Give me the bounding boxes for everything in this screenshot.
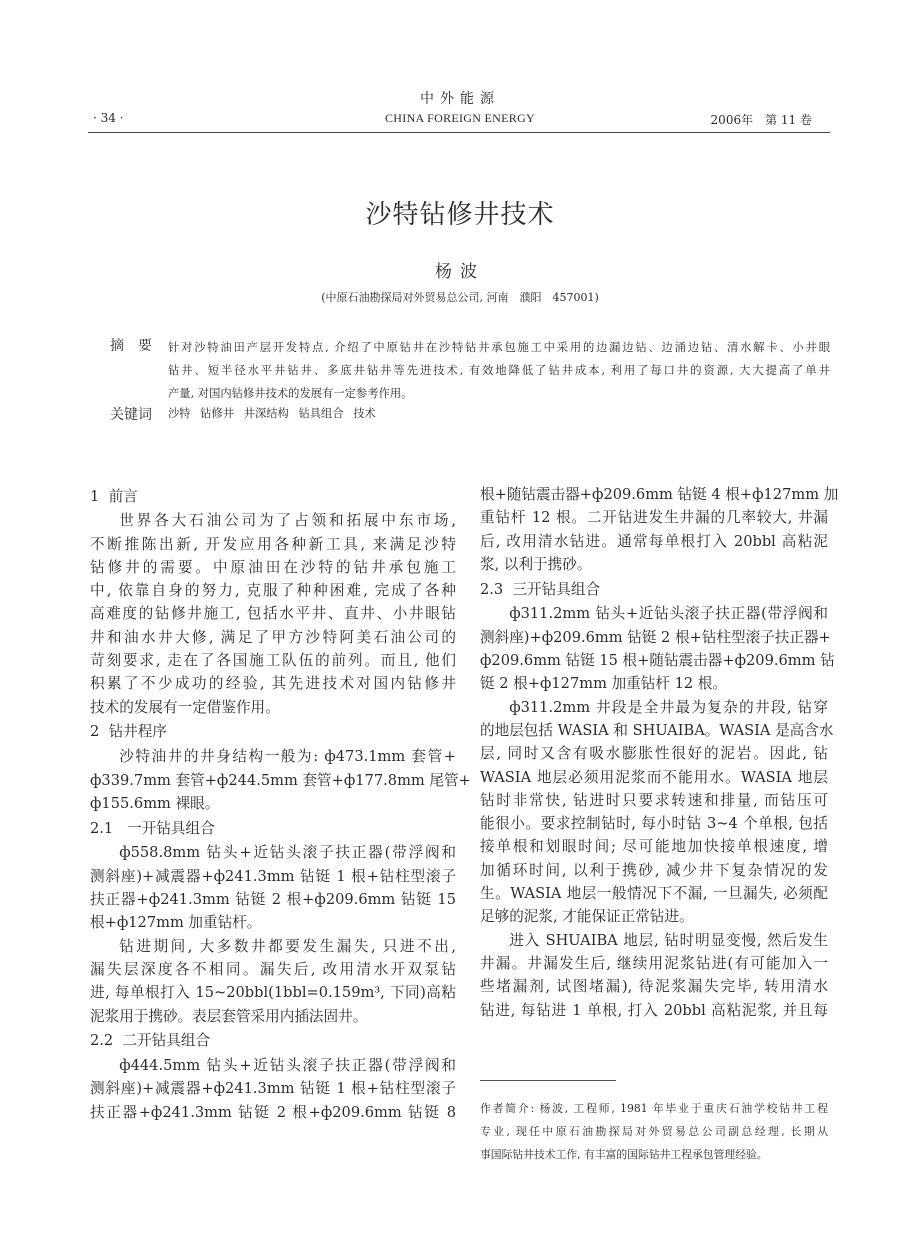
paragraph bbox=[90, 509, 456, 719]
section-heading: 2.2 二开钻具组合 bbox=[90, 1032, 211, 1050]
footnote-line: 专业, 现任中原石油勘探局对外贸易总公司副总经理, 长期从 bbox=[480, 1125, 828, 1138]
text-line: 测斜座)+ф209.6mm 钻铤 2 根+钻柱型滚子扶正器+ bbox=[480, 628, 831, 646]
section-heading: 2.3 三开钻具组合 bbox=[480, 580, 601, 598]
text-line: 生。WASIA 地层一般情况下不漏, 一旦漏失, 必须配 bbox=[480, 885, 828, 903]
text-line: ф209.6mm 钻铤 15 根+随钻震击器+ф209.6mm 钻 bbox=[480, 652, 835, 670]
text-line: ф444.5mm 钻头+近钻头滚子扶正器(带浮阀和 bbox=[119, 1057, 456, 1075]
paragraph bbox=[90, 841, 456, 934]
text-line: 井漏。井漏发生后, 继续用泥浆钻进(有可能加入一 bbox=[480, 954, 828, 972]
abstract-line: 针对沙特油田产层开发特点, 介绍了中原钻井在沙特钻井承包施工中采用的边漏边钻、边涌边钻、清水解卡、小井眼 bbox=[168, 341, 830, 354]
text-line: 中, 依靠自身的努力, 克服了种种困难, 完成了各种 bbox=[90, 582, 456, 600]
text-line: 铤 2 根+ф127mm 加重钻杆 12 根。 bbox=[480, 675, 727, 693]
article-title: 沙特钻修井技术 bbox=[365, 200, 555, 230]
text-line: 足够的泥浆, 才能保证正常钻进。 bbox=[480, 908, 694, 926]
text-line: 扶正器+ф241.3mm 钻铤 2 根+ф209.6mm 钻铤 8 bbox=[90, 1103, 456, 1121]
paragraph bbox=[480, 929, 828, 1022]
author-footnote bbox=[480, 1097, 828, 1166]
text-line: 进入 SHUAIBA 地层, 钻时明显变慢, 然后发生 bbox=[509, 931, 828, 949]
right-column bbox=[480, 483, 839, 1022]
footnote-line: 作者简介: 杨波, 工程师, 1981 年毕业于重庆石油学校钻井工程 bbox=[480, 1102, 828, 1115]
text-line: 能很小。要求控制钻时, 每小时钻 3~4 个单根, 包括 bbox=[480, 815, 828, 833]
journal-name-en: CHINA FOREIGN ENERGY bbox=[385, 111, 535, 125]
text-line: 世界各大石油公司为了占领和拓展中东市场, bbox=[119, 512, 456, 530]
text-line: 苛刻要求, 走在了各国施工队伍的前列。而且, 他们 bbox=[90, 652, 456, 670]
text-line: 钻进, 每钻进 1 单根, 打入 20bbl 高粘泥浆, 并且每 bbox=[480, 1001, 828, 1019]
text-line: ф311.2mm 井段是全井最为复杂的井段, 钻穿 bbox=[509, 698, 828, 716]
text-line: 进, 每单根打入 15~20bbl(1bbl=0.159m³, 下同)高粘 bbox=[90, 984, 456, 1002]
text-line: 积累了不少成功的经验, 其先进技术对国内钻修井 bbox=[90, 675, 456, 693]
footnote-rule bbox=[480, 1080, 616, 1081]
affiliation: (中原石油勘探局对外贸易总公司, 河南 濮阳 457001) bbox=[321, 291, 599, 304]
text-line: ф558.8mm 钻头+近钻头滚子扶正器(带浮阀和 bbox=[119, 844, 456, 862]
paragraph bbox=[480, 602, 835, 695]
text-line: 加循环时间, 以利于携砂, 减少井下复杂情况的发 bbox=[480, 861, 828, 879]
page-number: · 34 · bbox=[93, 111, 124, 125]
journal-name-cn: 中外能源 bbox=[420, 91, 500, 107]
text-line: ф155.6mm 裸眼。 bbox=[90, 794, 220, 812]
abstract-label: 摘要 bbox=[110, 338, 166, 354]
text-line: 扶正器+ф241.3mm 钻铤 2 根+ф209.6mm 钻铤 15 bbox=[90, 891, 456, 909]
text-line: ф311.2mm 钻头+近钻头滚子扶正器(带浮阀和 bbox=[509, 605, 828, 623]
text-line: 的地层包括 WASIA 和 SHUAIBA。WASIA 是高含水 bbox=[480, 721, 834, 739]
text-line: 高难度的钻修井施工, 包括水平井、直井、小井眼钻 bbox=[90, 605, 456, 623]
text-line: 接单根和划眼时间; 尽可能地加快接单根速度, 增 bbox=[480, 838, 828, 856]
keywords: 沙特 钻修井 井深结构 钻具组合 技术 bbox=[168, 407, 376, 420]
text-line: WASIA 地层必须用泥浆而不能用水。WASIA 地层 bbox=[480, 768, 828, 786]
abstract-body bbox=[168, 336, 830, 405]
text-line: 测斜座)+减震器+ф241.3mm 钻铤 1 根+钻柱型滚子 bbox=[90, 867, 456, 885]
paragraph bbox=[90, 935, 456, 1028]
header-rule bbox=[88, 132, 830, 133]
text-line: 根+ф127mm 加重钻杆。 bbox=[90, 914, 262, 932]
text-line: 泥浆用于携砂。表层套管采用内插法固井。 bbox=[90, 1007, 368, 1025]
text-line: 层, 同时又含有吸水膨胀性很好的泥岩。因此, 钻 bbox=[480, 745, 828, 763]
section-heading: 1 前言 bbox=[90, 487, 138, 505]
paragraph bbox=[480, 696, 834, 929]
footnote-line: 事国际钻井技术工作, 有丰富的国际钻井工程承包管理经验。 bbox=[480, 1148, 768, 1161]
issue-info: 2006年 第 11 卷 bbox=[710, 113, 812, 127]
abstract-line: 钻井、短半径水平井钻井、多底井钻井等先进技术, 有效地降低了钻井成本, 利用了每口井的资源, 大大提高了单井 bbox=[168, 364, 830, 377]
paragraph bbox=[90, 1054, 456, 1124]
section-heading: 2 钻井程序 bbox=[90, 723, 167, 741]
text-line: 钻进期间, 大多数井都要发生漏失, 只进不出, bbox=[119, 937, 456, 955]
text-line: 后, 改用清水钻进。通常每单根打入 20bbl 高粘泥 bbox=[480, 532, 828, 550]
text-line: 不断推陈出新, 开发应用各种新工具, 来满足沙特 bbox=[90, 535, 456, 553]
text-line: 技术的发展有一定借鉴作用。 bbox=[90, 698, 280, 716]
author-name: 杨波 bbox=[435, 262, 485, 282]
text-line: 浆, 以利于携砂。 bbox=[480, 555, 592, 573]
keywords-label: 关键词 bbox=[110, 407, 152, 423]
text-line: 钻修井的需要。中原油田在沙特的钻井承包施工 bbox=[90, 558, 456, 576]
paragraph bbox=[480, 483, 839, 576]
abstract-line: 产量, 对国内钻修井技术的发展有一定参考作用。 bbox=[168, 387, 413, 400]
section-heading: 2.1 一开钻具组合 bbox=[90, 819, 215, 837]
text-line: 重钻杆 12 根。二开钻进发生井漏的几率较大, 井漏 bbox=[480, 509, 828, 527]
text-line: 根+随钻震击器+ф209.6mm 钻铤 4 根+ф127mm 加 bbox=[480, 486, 839, 503]
text-line: 沙特油井的井身结构一般为: ф473.1mm 套管+ bbox=[119, 748, 456, 766]
text-line: 测斜座)+减震器+ф241.3mm 钻铤 1 根+钻柱型滚子 bbox=[90, 1080, 456, 1098]
text-line: 漏失层深度各不相同。漏失后, 改用清水开双泵钻 bbox=[90, 960, 456, 978]
text-line: ф339.7mm 套管+ф244.5mm 套管+ф177.8mm 尾管+ bbox=[90, 771, 471, 789]
text-line: 钻时非常快, 钻进时只要求转速和排量, 而钻压可 bbox=[480, 791, 828, 809]
text-line: 些堵漏剂, 试图堵漏), 待泥浆漏失完毕, 转用清水 bbox=[480, 978, 828, 996]
text-line: 井和油水井大修, 满足了甲方沙特阿美石油公司的 bbox=[90, 628, 456, 646]
left-column bbox=[90, 483, 471, 1124]
paragraph bbox=[90, 745, 471, 815]
